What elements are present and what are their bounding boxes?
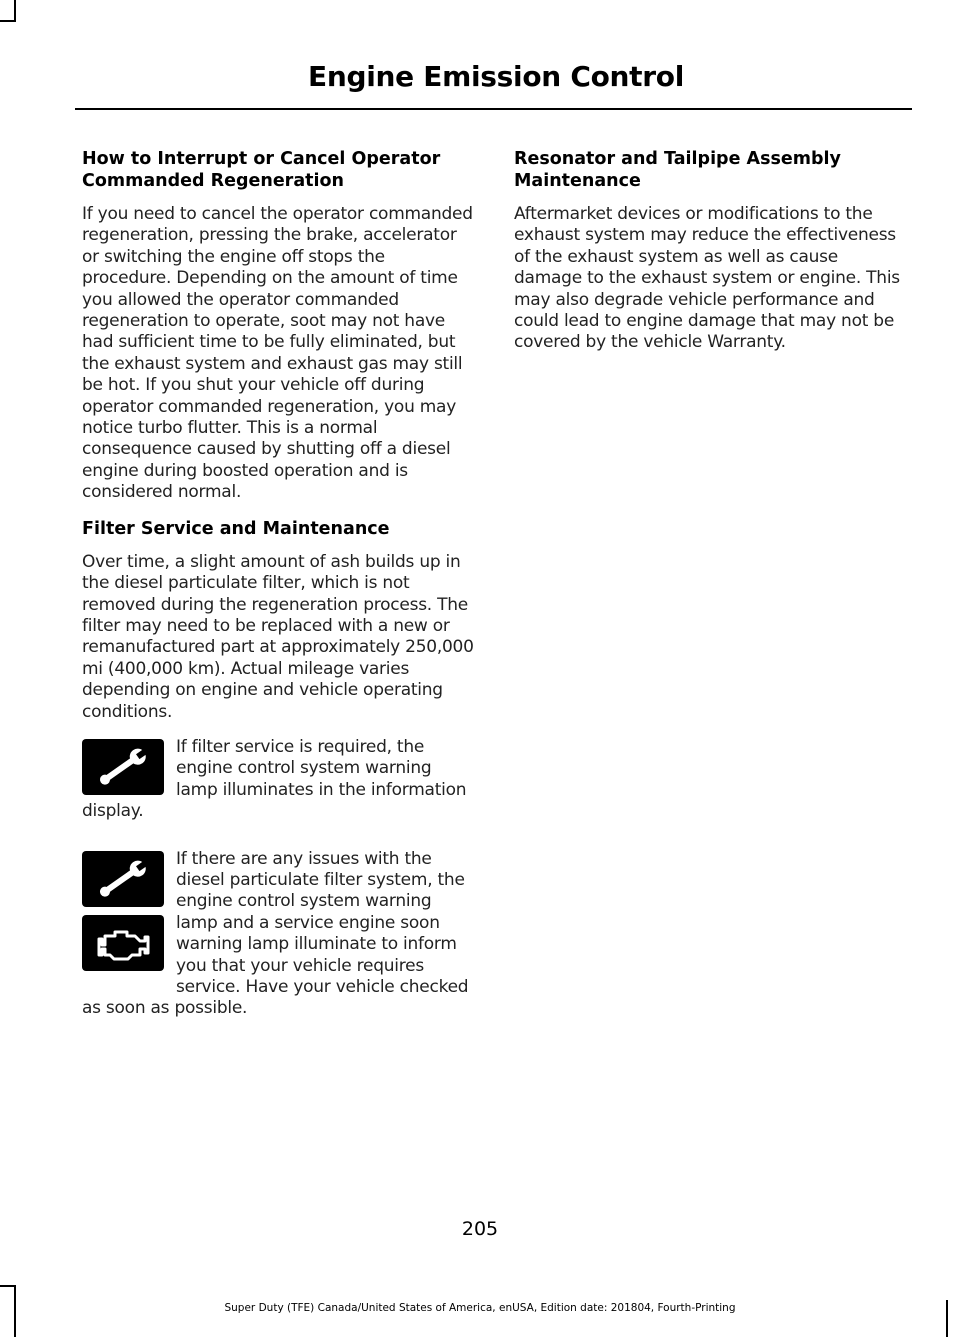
section-heading: Filter Service and Maintenance (82, 518, 390, 539)
crop-mark (14, 0, 16, 20)
section-heading: How to Interrupt or Cancel Operator Commanded Regeneration (82, 149, 441, 191)
page-number: 205 (461, 1218, 499, 1240)
wrench-icon (82, 739, 164, 795)
section-heading: Resonator and Tailpipe Assembly Maintenance (514, 149, 841, 191)
icon-paragraph (82, 849, 475, 1034)
section-body: Over time, a slight amount of ash builds up in the diesel particulate filter, which is not removed during the regeneration process. The filter may need to be replaced with a new or remanufactured part at approximately 250,000 mi (400,000 km). Actual mileage varies depending on engine and vehicle operating conditions. (82, 551, 474, 722)
wrench-icon (82, 851, 164, 907)
crop-mark (0, 20, 16, 22)
check-engine-icon (82, 915, 164, 971)
crop-mark (0, 1285, 16, 1287)
edition-footer: Super Duty (TFE) Canada/United States of America, enUSA, Edition date: 201804, Fourth-Printing (224, 1302, 736, 1314)
right-column (514, 148, 907, 368)
icon-paragraph-text: If there are any issues with the diesel particulate filter system, the engine control system warning lamp and a service engine soon warning lamp illuminate to inform you that your vehicle requires service. Have your vehicle checked as soon as possible. (82, 848, 469, 1019)
page-title: Engine Emission Control (308, 60, 684, 93)
left-column (82, 148, 475, 1034)
page-header (75, 58, 912, 110)
section-body: If you need to cancel the operator commanded regeneration, pressing the brake, accelerator or switching the engine off stops the procedure. Depending on the amount of time you allowed the operator commanded regeneration to operate, soot may not have had sufficient time to be fully eliminated, but the exhaust system and exhaust gas may still be hot. If you shut your vehicle off during operator commanded regeneration, you may notice turbo flutter. This is a normal consequence caused by shutting off a diesel engine during boosted operation and is considered normal. (82, 204, 473, 503)
icon-paragraph-text: If filter service is required, the engine control system warning lamp illuminates in the information display. (82, 736, 467, 822)
icon-paragraph (82, 737, 475, 837)
section-body: Aftermarket devices or modifications to the exhaust system may reduce the effectiveness of the exhaust system as well as cause damage to the exhaust system or engine. This may also degrade vehicle performance and could lead to engine damage that may not be covered by the vehicle Warranty. (514, 204, 900, 353)
icon-stack (82, 851, 164, 979)
